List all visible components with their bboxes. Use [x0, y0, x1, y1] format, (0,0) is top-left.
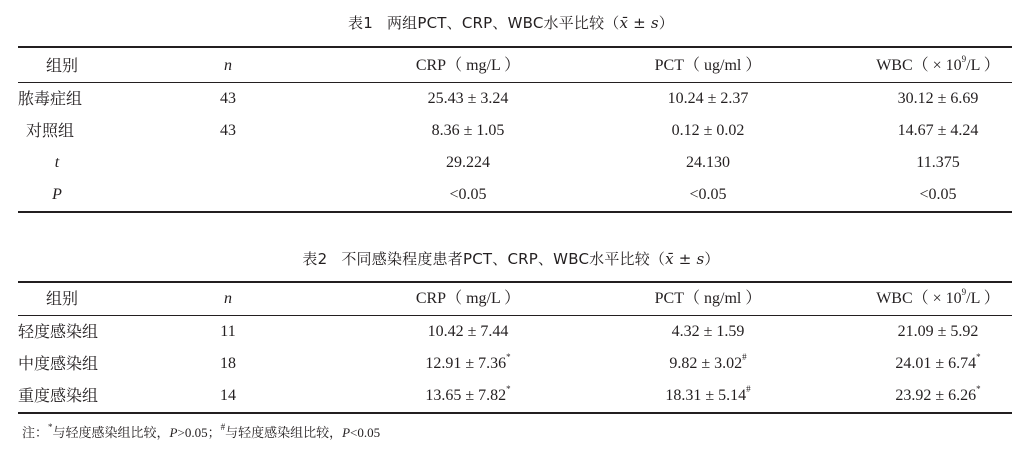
- table2-title: 不同感染程度患者PCT、CRP、WBC水平比较（: [341, 250, 666, 268]
- table2-row3-pct: 18.31 ± 5.14#: [665, 383, 751, 404]
- table1-stat-symbol: x̄ ± s: [619, 14, 659, 32]
- table2-row1-group: 轻度感染组: [18, 322, 99, 341]
- table2-row3-n: 14: [220, 387, 236, 404]
- table1-caption: [0, 12, 1022, 33]
- table1-row4-wbc: <0.05: [919, 186, 957, 203]
- table1-top-rule: [18, 46, 1012, 48]
- table-row: [18, 349, 1012, 379]
- table-row: [18, 317, 1012, 347]
- table1-row3-crp: 29.224: [446, 154, 490, 171]
- table1-row1-group: 脓毒症组: [18, 89, 83, 108]
- table1-row3-pct: 24.130: [686, 154, 730, 171]
- table2-header-n: n: [224, 290, 232, 307]
- table1-title-close: ）: [658, 14, 674, 32]
- table2-header-crp: CRP（ mg/L ）: [415, 290, 521, 307]
- table2-row2-wbc: 24.01 ± 6.74*: [895, 351, 981, 372]
- table1-title: 两组PCT、CRP、WBC水平比较（: [386, 14, 620, 32]
- table1-row1-pct: 10.24 ± 2.37: [667, 90, 749, 107]
- table2-row1-n: 11: [220, 323, 236, 340]
- table1-row3-wbc: 11.375: [916, 154, 960, 171]
- table2-header-group: 组别: [45, 289, 78, 308]
- table1-header-crp: CRP（ mg/L ）: [415, 57, 521, 74]
- table2-bottom-rule: [18, 412, 1012, 414]
- table-row: [18, 116, 1012, 146]
- table2-header-row: [18, 284, 1012, 314]
- table2-header-rule: [18, 315, 1012, 316]
- table1-row2-crp: 8.36 ± 1.05: [431, 122, 505, 139]
- table2-row1-wbc: 21.09 ± 5.92: [897, 323, 979, 340]
- table1-header-row: [18, 51, 1012, 81]
- table-row: [18, 381, 1012, 411]
- table1-row3-stat: t: [54, 154, 60, 171]
- table2-row3-crp: 13.65 ± 7.82*: [425, 383, 511, 404]
- table2-top-rule: [18, 281, 1012, 283]
- table2-row1-pct: 4.32 ± 1.59: [671, 323, 745, 340]
- table2-stat-symbol: x̄ ± s: [665, 250, 705, 268]
- table2-row2-pct: 9.82 ± 3.02#: [669, 351, 747, 372]
- table1-row2-n: 43: [220, 122, 236, 139]
- table2-caption: [0, 248, 1022, 269]
- table1-row2-wbc: 14.67 ± 4.24: [897, 122, 979, 139]
- table2-header-pct: PCT（ ng/ml ）: [654, 290, 762, 307]
- table1-row1-crp: 25.43 ± 3.24: [427, 90, 509, 107]
- table1-row4-stat: P: [52, 186, 62, 203]
- table2-row3-group: 重度感染组: [18, 386, 99, 405]
- table1-row2-group: 对照组: [26, 121, 75, 140]
- table2-row2-n: 18: [220, 355, 236, 372]
- table1-header-n: n: [224, 57, 232, 74]
- table1-header-rule: [18, 82, 1012, 83]
- table1-row2-pct: 0.12 ± 0.02: [671, 122, 745, 139]
- table1-row1-wbc: 30.12 ± 6.69: [897, 90, 979, 107]
- table-row: [18, 180, 1012, 210]
- table1-row4-pct: <0.05: [689, 186, 727, 203]
- table2-row1-crp: 10.42 ± 7.44: [427, 323, 509, 340]
- table2-number: 表2: [302, 250, 328, 268]
- table2-row2-group: 中度感染组: [18, 354, 99, 373]
- table-footnote: 注：*与轻度感染组比较，P>0.05；#与轻度感染组比较，P<0.05: [22, 421, 381, 440]
- table2-header-wbc: $WBC( \times 10^9/L$ ）: [876, 286, 1000, 307]
- table-row: [18, 84, 1012, 114]
- table2-row3-wbc: 23.92 ± 6.26*: [895, 383, 981, 404]
- table-row: [18, 148, 1012, 178]
- table1-bottom-rule: [18, 211, 1012, 213]
- table1-number: 表1: [348, 14, 373, 32]
- table1-row4-crp: <0.05: [449, 186, 487, 203]
- table1-header-pct: PCT（ ug/ml ）: [654, 57, 762, 74]
- table2-row2-crp: 12.91 ± 7.36*: [425, 351, 511, 372]
- table1-header-group: 组别: [45, 56, 78, 75]
- table1-row1-n: 43: [220, 90, 236, 107]
- table1-header-wbc: $WBC( \times 10^9/L$ ）: [876, 53, 1000, 74]
- table2-title-close: ）: [704, 250, 720, 268]
